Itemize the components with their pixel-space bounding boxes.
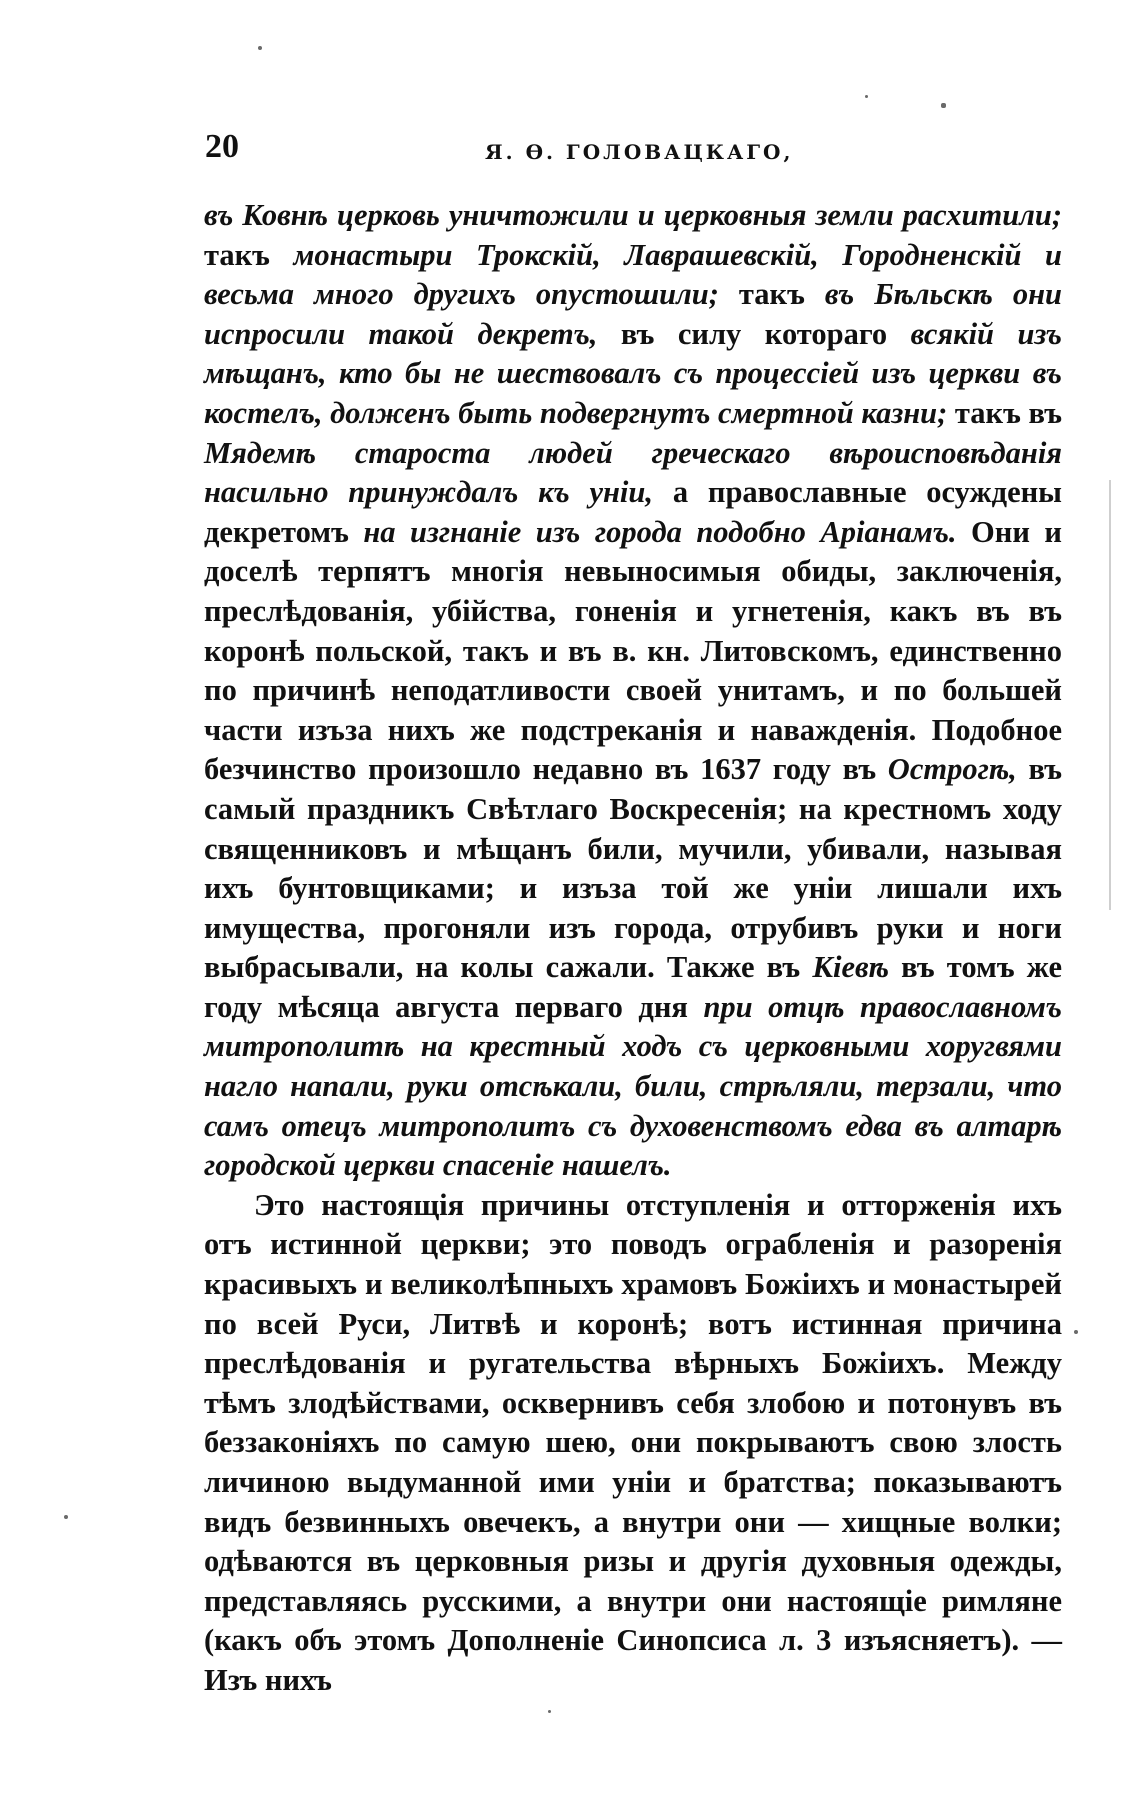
scan-speck: [941, 103, 946, 108]
paragraph-2: Это настоящія причины отступленія и отторженія ихъ отъ истинной церкви; это поводъ ограбленія и разоренія красивыхъ и великолѣпныхъ храмовъ Божіихъ и монастырей по всей Руси, Литвѣ и коронѣ; вотъ истинная причина преслѣдованія и ругательства вѣрныхъ Божіихъ. Между тѣмъ злодѣйствами, осквернивъ себя злобою и потонувъ въ беззаконіяхъ по самую шею, они покрываютъ свою злость личиною выдуманной ими уніи и братства; показываютъ видъ безвинныхъ овечекъ, а внутри они — хищные волки; одѣваются въ церковныя ризы и другія духовныя одежды, представляясь русскими, а внутри они настоящіе римляне (какъ объ этомъ Дополненіе Синопсиса л. 3 изъясняетъ). — Изъ нихъ: [204, 1187, 1062, 1697]
italic-span: на изгнаніе изъ города подобно Аріанамъ.: [363, 514, 957, 549]
page-header: [205, 128, 1060, 172]
italic-span: въ Ковнѣ церковь уничтожили и церковныя земли расхитили;: [204, 198, 1062, 232]
running-head: Я. Ѳ. ГОЛОВАЦКАГО,: [485, 140, 794, 164]
page-number: 20: [205, 128, 239, 165]
scan-speck: [865, 95, 868, 98]
italic-span: Мядемѣ староста людей греческаго вѣроисповѣданія насильно принуждалъ къ уніи,: [204, 435, 1062, 510]
italic-span: при отцѣ православномъ митрополитѣ на крестный ходъ съ церковными хоругвями нагло напали, руки отсѣкали, били, стрѣляли, терзали, что самъ отецъ митрополитъ съ духовенствомъ едва въ алтарѣ городской церкви спасеніе нашелъ.: [204, 989, 1062, 1183]
scan-speck: [1074, 1330, 1078, 1334]
text-span: такъ въ: [947, 395, 1062, 430]
text-span: а православные осуждены декретомъ: [204, 475, 1062, 549]
italic-span: монастыри Трокскій, Лаврашевскій, Городненскій и весьма много другихъ опустошили;: [204, 237, 1062, 312]
text-span: такъ: [204, 237, 294, 272]
scan-line: [1109, 480, 1111, 910]
text-span: Они и доселѣ терпятъ многія невыносимыя обиды, заключенія, преслѣдованія, убійства, гоненія и угнетенія, какъ въ въ коронѣ польской, такъ и въ в. кн. Литовскомъ, единственно по причинѣ неподатливости своей унитамъ, и по большей части изъза нихъ же подстреканія и наважденія. Подобное безчинство произошло недавно въ 1637 году въ: [204, 514, 1062, 787]
text-span: такъ: [718, 277, 825, 312]
text-span: въ самый праздникъ Свѣтлаго Воскресенія; на крестномъ ходу священниковъ и мѣщанъ били, мучили, убивали, называя ихъ бунтовщиками; и изъза той же уніи лишали ихъ имущества, прогоняли изъ города, отрубивъ руки и ноги выбрасывали, на колы сажали. Также въ: [204, 752, 1062, 985]
italic-span: всякій изъ мѣщанъ, кто бы не шествовалъ съ процессіей изъ церкви въ костелъ, долженъ быть подвергнутъ смертной казни;: [204, 316, 1062, 430]
scan-speck: [64, 1515, 68, 1519]
italic-span: Кіевѣ: [812, 950, 889, 985]
italic-span: въ Бѣльскѣ они испросили такой декретъ,: [204, 277, 1062, 351]
scan-speck: [258, 46, 262, 50]
paragraph-1: [204, 196, 1062, 1186]
text-span: въ томъ же году мѣсяца августа перваго дня: [204, 950, 1062, 1024]
text-span: въ силу котораго: [597, 316, 911, 351]
body-text: [204, 196, 1062, 1701]
italic-span: Острогѣ,: [887, 752, 1017, 787]
scan-speck: [548, 1710, 551, 1713]
